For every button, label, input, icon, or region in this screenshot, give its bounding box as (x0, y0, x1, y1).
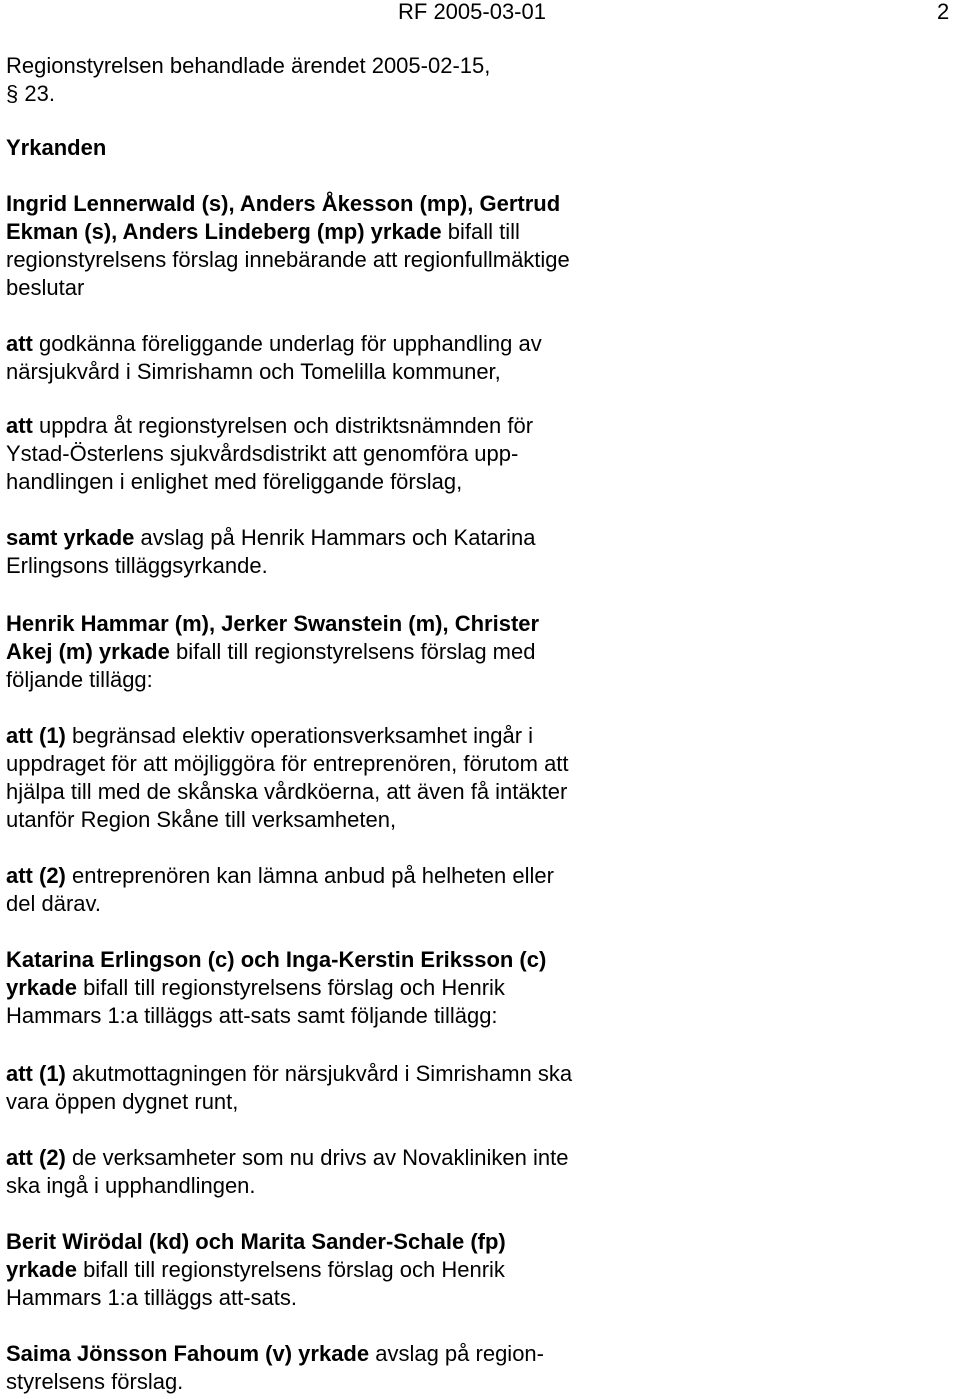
text-line (6, 246, 570, 274)
text-line (6, 440, 518, 468)
text-run: närsjukvård i Simrishamn och Tomelilla kommuner, (6, 359, 501, 384)
text-run: Ystad-Österlens sjukvårdsdistrikt att genomföra upp- (6, 441, 519, 466)
text-line (6, 862, 554, 890)
bold-text: Ingrid Lennerwald (s), Anders Åkesson (mp), Gertrud (6, 191, 561, 216)
text-run: de verksamheter som nu drivs av Novakliniken inte (65, 1145, 569, 1170)
text-run: § 23. (6, 81, 55, 106)
text-line (6, 274, 84, 302)
bold-text: att (2) (6, 863, 66, 888)
text-run: uppdraget för att möjliggöra för entreprenören, förutom att (6, 751, 569, 776)
page-number: 2 (937, 0, 950, 24)
text-run: entreprenören kan lämna anbud på helheten eller (65, 863, 554, 888)
text-line (6, 52, 490, 80)
text-run: beslutar (6, 275, 85, 300)
text-line (6, 552, 268, 580)
bold-text: att (1) (6, 723, 66, 748)
bold-text: Henrik Hammar (m), Jerker Swanstein (m), Christer (6, 611, 540, 636)
text-line (6, 806, 396, 834)
text-run: del därav. (6, 891, 101, 916)
text-line (6, 1256, 505, 1284)
text-run: styrelsens förslag. (6, 1369, 184, 1394)
bold-text: Akej (m) yrkade (6, 639, 170, 664)
text-line (6, 722, 533, 750)
text-run: begränsad elektiv operationsverksamhet ingår i (65, 723, 534, 748)
text-line (6, 1368, 183, 1396)
text-run: godkänna föreliggande underlag för upphandling av (32, 331, 542, 356)
text-line (6, 666, 153, 694)
bold-text: Berit Wirödal (kd) och Marita Sander-Schale (fp) (6, 1229, 506, 1254)
bold-text: yrkade (6, 975, 77, 1000)
text-run: avslag på Henrik Hammars och Katarina (134, 525, 536, 550)
text-line (6, 778, 567, 806)
text-run: utanför Region Skåne till verksamheten, (6, 807, 397, 832)
text-run: bifall till (441, 219, 520, 244)
text-line (6, 1340, 544, 1368)
text-line (6, 80, 55, 108)
bold-text: Ekman (s), Anders Lindeberg (mp) yrkade (6, 219, 442, 244)
text-run: Erlingsons tilläggsyrkande. (6, 553, 268, 578)
bold-text: att (2) (6, 1145, 66, 1170)
text-line (6, 974, 505, 1002)
bold-text: Yrkanden (6, 135, 107, 160)
bold-text: att (1) (6, 1061, 66, 1086)
text-line (6, 412, 533, 440)
text-run: handlingen i enlighet med föreliggande förslag, (6, 469, 463, 494)
text-line (6, 750, 569, 778)
bold-text: att (6, 331, 33, 356)
bold-text: samt yrkade (6, 525, 135, 550)
text-line (6, 134, 106, 162)
text-run: följande tillägg: (6, 667, 153, 692)
text-run: Regionstyrelsen behandlade ärendet 2005-02-15, (6, 53, 491, 78)
text-line (6, 1088, 238, 1116)
text-line (6, 1060, 572, 1088)
text-line (6, 524, 535, 552)
text-run: Hammars 1:a tilläggs att-sats samt följande tillägg: (6, 1003, 498, 1028)
bold-text: Saima Jönsson Fahoum (v) yrkade (6, 1341, 370, 1366)
text-run: Hammars 1:a tilläggs att-sats. (6, 1285, 297, 1310)
text-line (6, 218, 520, 246)
text-line (6, 1144, 568, 1172)
bold-text: att (6, 413, 33, 438)
bold-text: Katarina Erlingson (c) och Inga-Kerstin Eriksson (c) (6, 947, 547, 972)
text-line (6, 190, 560, 218)
text-line (6, 330, 542, 358)
text-line (6, 1172, 256, 1200)
text-run: hjälpa till med de skånska vårdköerna, att även få intäkter (6, 779, 568, 804)
text-run: bifall till regionstyrelsens förslag med (169, 639, 536, 664)
text-run: akutmottagningen för närsjukvård i Simrishamn ska (65, 1061, 573, 1086)
text-line (6, 890, 101, 918)
text-run: uppdra åt regionstyrelsen och distriktsnämnden för (32, 413, 534, 438)
text-line (6, 1002, 498, 1030)
header-date: RF 2005-03-01 (398, 0, 546, 24)
text-run: vara öppen dygnet runt, (6, 1089, 239, 1114)
text-line (6, 638, 535, 666)
bold-text: yrkade (6, 1257, 77, 1282)
text-line (6, 468, 462, 496)
text-line (6, 1228, 506, 1256)
text-line (6, 946, 546, 974)
text-run: bifall till regionstyrelsens förslag och Henrik (76, 1257, 505, 1282)
text-line (6, 610, 539, 638)
text-run: regionstyrelsens förslag innebärande att regionfullmäktige (6, 247, 570, 272)
text-run: bifall till regionstyrelsens förslag och Henrik (76, 975, 505, 1000)
text-run: avslag på region- (369, 1341, 544, 1366)
text-line (6, 358, 501, 386)
text-run: ska ingå i upphandlingen. (6, 1173, 256, 1198)
text-line (6, 1284, 297, 1312)
